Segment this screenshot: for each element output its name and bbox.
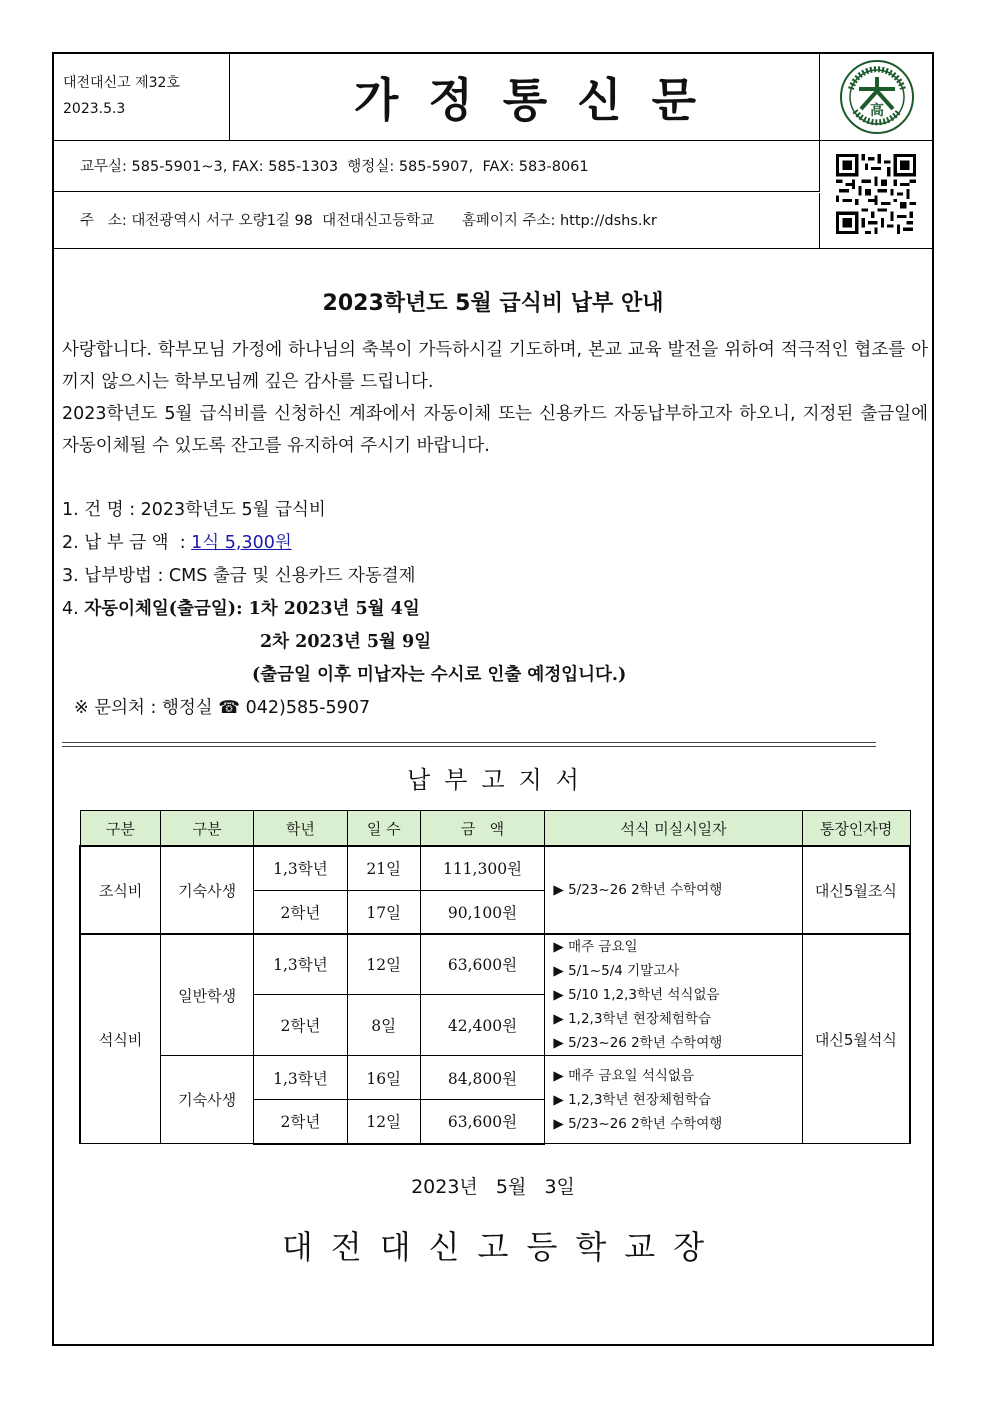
amount-cell: 90,100원 [420,890,545,934]
address-line: 주 소: 대전광역시 서구 오량1길 98 대전대신고등학교 홈페이지 주소: http://dshs.kr [54,193,820,248]
item-amount-value: 1식 5,300원 [191,533,292,553]
item-debit-note: (출금일 이후 미납자는 수시로 인출 예정입니다.) [252,665,627,685]
svg-text:高: 高 [870,103,884,119]
dinner-group-dorm: 기숙사생 [161,1056,254,1144]
breakfast-category: 조식비 [80,846,161,934]
table-row [80,934,910,994]
instruction-paragraph: 2023학년도 5월 급식비를 신청하신 계좌에서 자동이체 또는 신용카드 자동납부하고자 하오니, 지정된 출금일에 자동이체될 수 있도록 잔고를 유지하여 주시기 바랍니다. [62,404,928,456]
breakfast-group: 기숙사생 [161,846,254,934]
grade-cell: 1,3학년 [254,1056,348,1100]
contact-line: 교무실: 585-5901~3, FAX: 585-1303 행정실: 585-5907, FAX: 583-8061 [54,140,820,192]
newsletter-title: 가정통신문 [231,54,820,140]
note-line: ▶ 매주 금요일 석식없음 [553,1067,695,1084]
school-logo [822,54,932,140]
notice-title: 2023학년도 5월 급식비 납부 안내 [322,291,664,316]
table-row [80,1056,910,1100]
header-no-meal-dates: 석식 미실시일자 [545,811,802,847]
header-category: 구분 [80,811,161,847]
dinner-category: 석식비 [80,934,161,1144]
item-debit-first: 자동이체일(출금일): 1차 2023년 5월 4일 [84,599,420,619]
principal-signature: 대전대신고등학교장 [281,1228,723,1266]
item-debit-second: 2차 2023년 5월 9일 [260,632,432,652]
payment-notice-title: 납부고지서 [407,766,593,794]
fee-table-header [80,811,910,847]
days-cell: 12일 [347,934,420,994]
item-method: 3. 납부방법 : CMS 출금 및 신용카드 자동결제 [62,566,416,586]
issue-school: 대전대신고 제32호 [63,75,180,91]
qr-code-icon [836,154,916,234]
amount-cell: 63,600원 [420,934,545,994]
dinner-dorm-notes [545,1056,802,1144]
grade-cell: 2학년 [254,890,348,934]
issue-info [54,54,230,140]
amount-cell: 111,300원 [420,846,545,890]
item-amount [62,527,626,560]
item-debit-date [62,593,626,626]
dinner-regular-notes [545,934,802,1056]
grade-cell: 1,3학년 [254,846,348,890]
amount-cell: 63,600원 [420,1100,545,1144]
amount-cell: 42,400원 [420,994,545,1055]
amount-cell: 84,800원 [420,1056,545,1100]
note-line: ▶ 5/1~5/4 기말고사 [553,963,680,979]
section-divider [62,742,876,747]
note-line: ▶ 1,2,3학년 현장체험학습 [553,1091,712,1108]
grade-cell: 2학년 [254,1100,348,1144]
school-emblem-icon [839,59,915,135]
item-debit-num: 4. [62,599,85,619]
note-line: ▶ 매주 금요일 [553,939,638,955]
days-cell: 8일 [347,994,420,1055]
header-group: 구분 [161,811,254,847]
note-line: ▶ 5/10 1,2,3학년 석식없음 [553,987,720,1003]
header-top-row [54,54,932,141]
issue-date-footer: 2023년 5월 3일 [411,1176,575,1198]
days-cell: 17일 [347,890,420,934]
issue-date: 2023.5.3 [63,101,126,117]
header-days: 일 수 [347,811,420,847]
breakfast-notes [545,846,802,934]
table-row [80,846,910,890]
days-cell: 12일 [347,1100,420,1144]
inquiry-contact: ※ 문의처 : 행정실 ☎ 042)585-5907 [74,698,371,718]
header-grade: 학년 [254,811,348,847]
item-amount-label: 2. 납 부 금 액 : [62,533,192,553]
note-line: ▶ 5/23~26 2학년 수학여행 [553,882,723,898]
breakfast-account-name: 대신5월조식 [802,846,910,934]
note-line: ▶ 5/23~26 2학년 수학여행 [553,1035,723,1051]
greeting-paragraph: 사랑합니다. 학부모님 가정에 하나님의 축복이 가득하시길 기도하며, 본교 교육 발전을 위하여 적극적인 협조를 아끼지 않으시는 학부모님께 깊은 감사를 드립니다. [62,340,928,392]
fee-table [79,810,911,1145]
days-cell: 16일 [347,1056,420,1100]
header-divider [54,248,932,249]
note-line: ▶ 5/23~26 2학년 수학여행 [553,1115,723,1132]
header-amount: 금 액 [420,811,545,847]
notice-items [62,494,626,725]
dinner-group-regular: 일반학생 [161,934,254,1056]
grade-cell: 1,3학년 [254,934,348,994]
dinner-account-name: 대신5월석식 [802,934,910,1144]
grade-cell: 2학년 [254,994,348,1055]
note-line: ▶ 1,2,3학년 현장체험학습 [553,1011,712,1027]
header-account-name: 통장인자명 [802,811,910,847]
days-cell: 21일 [347,846,420,890]
newsletter-frame [52,52,934,1346]
item-subject: 1. 건 명 : 2023학년도 5월 급식비 [62,500,326,520]
